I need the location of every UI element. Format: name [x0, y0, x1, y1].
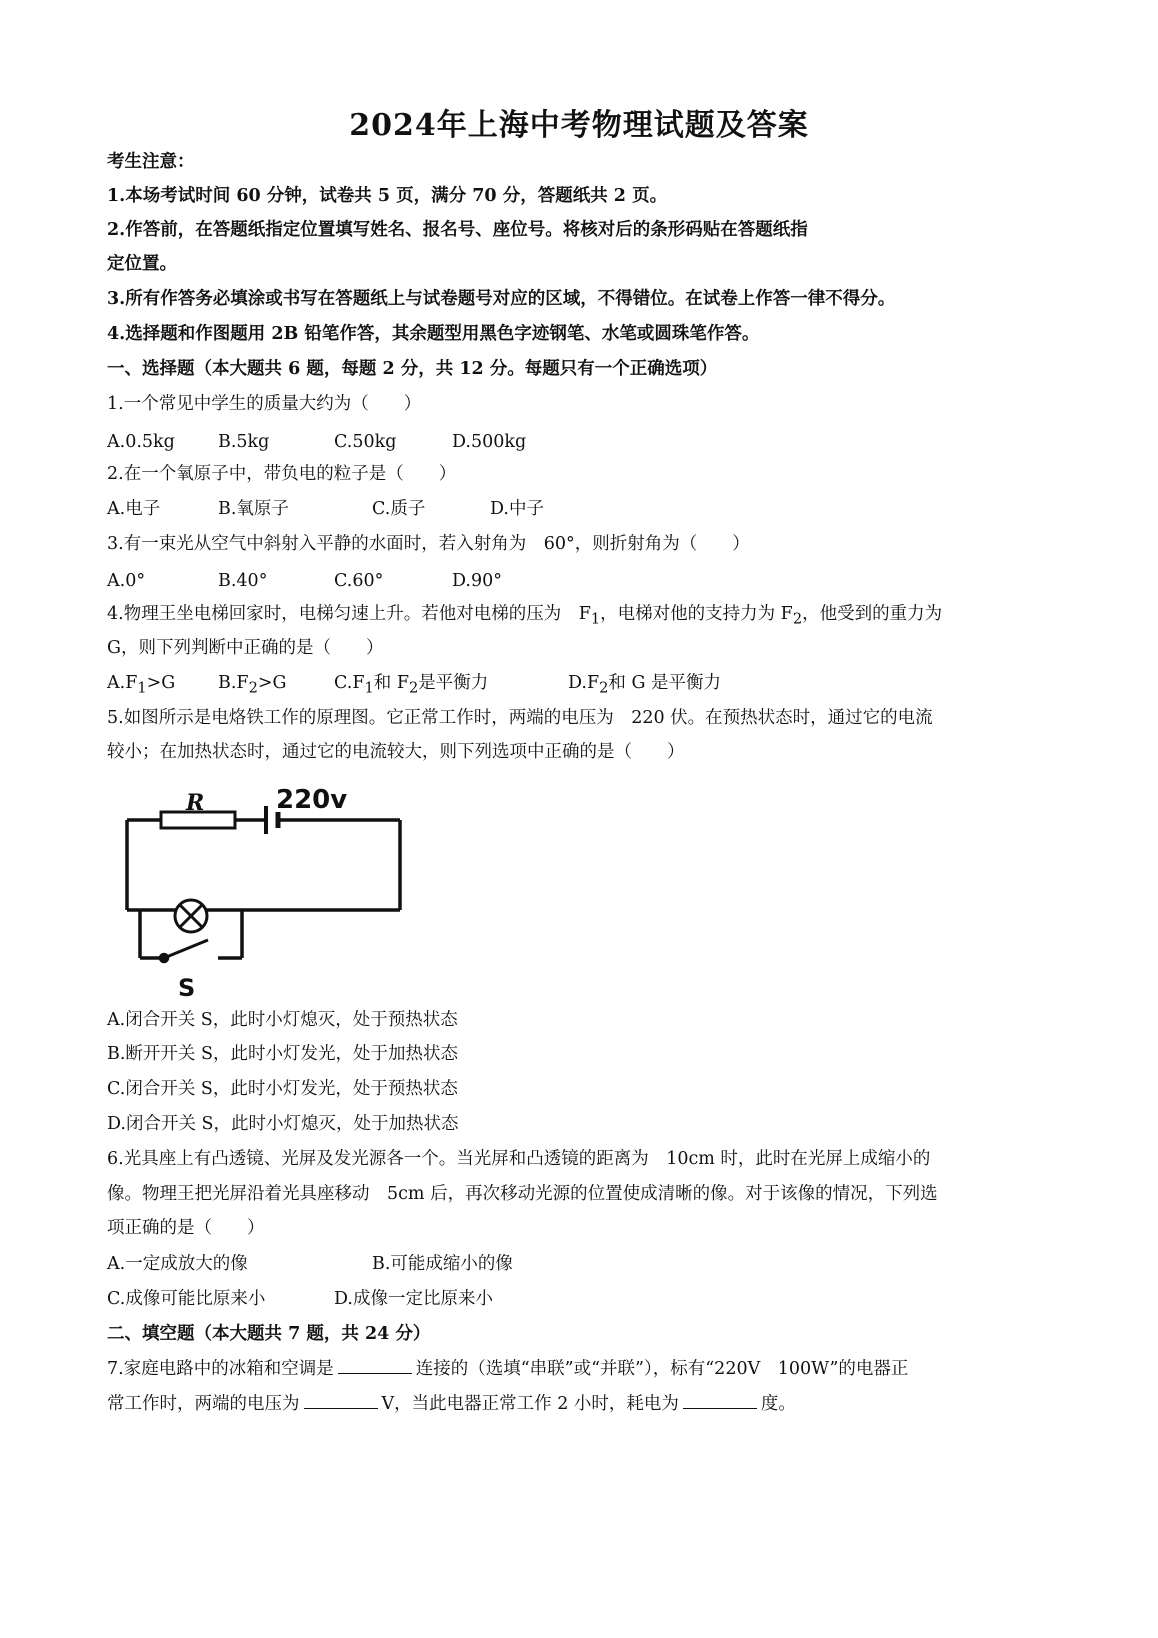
question-6-stem-line-2: 像。物理王把光屏沿着光具座移动 5cm 后，再次移动光源的位置使成清晰的像。对于该像的情况，下列选: [107, 1184, 938, 1204]
q1-option-c: C.50kg: [334, 432, 397, 452]
q7-blank-2[interactable]: [304, 1392, 378, 1409]
voltage-label: 220v: [276, 785, 348, 815]
q4-option-a-text: A.F: [107, 673, 138, 693]
q4-option-d-rest: 和 G 是平衡力: [608, 673, 722, 693]
switch-label: S: [178, 974, 196, 1002]
q4-stem-part-2: ，电梯对他的支持力为 F: [600, 604, 793, 624]
q4-option-c-mid: 和 F: [373, 673, 409, 693]
notice-item-2: 2.作答前，在答题纸指定位置填写姓名、报名号、座位号。将核对后的条形码贴在答题纸指: [107, 220, 808, 240]
q7-text-2: 连接的（选填“串联”或“并联”），标有“220V 100W”的电器正: [415, 1359, 909, 1379]
question-2-stem: 2.在一个氧原子中，带负电的粒子是（ ）: [107, 464, 457, 484]
q2-option-c: C.质子: [372, 499, 426, 519]
q4-option-a-rest: >G: [146, 673, 176, 693]
q6-option-a: A.一定成放大的像: [107, 1254, 248, 1274]
q3-option-c: C.60°: [334, 571, 384, 591]
q4-subscript-2: 2: [792, 610, 803, 628]
q4-stem-part-3: ，他受到的重力为: [802, 604, 943, 624]
q7-blank-3[interactable]: [683, 1392, 757, 1409]
q7-blank-1[interactable]: [338, 1357, 412, 1374]
q4-option-c-sub-1: 1: [364, 679, 374, 697]
question-5-stem-line-1: 5.如图所示是电烙铁工作的原理图。它正常工作时，两端的电压为 220 伏。在预热状态时，通过它的电流: [107, 708, 933, 728]
notice-item-3: 3.所有作答务必填涂或书写在答题纸上与试卷题号对应的区域，不得错位。在试卷上作答一律不得分。: [107, 289, 896, 309]
resistor-label: R: [186, 790, 205, 816]
q5-option-a: A.闭合开关 S，此时小灯熄灭，处于预热状态: [107, 1010, 458, 1030]
switch-blade: [164, 940, 208, 958]
q4-option-d-sub: 2: [599, 679, 609, 697]
q1-option-b: B.5kg: [218, 432, 270, 452]
switch-pivot: [161, 955, 168, 962]
q4-option-b-rest: >G: [257, 673, 287, 693]
q5-option-c: C.闭合开关 S，此时小灯发光，处于预热状态: [107, 1079, 458, 1099]
question-4-stem-line-2: G，则下列判断中正确的是（ ）: [107, 638, 384, 658]
q4-option-d: [568, 671, 721, 701]
q5-option-b: B.断开开关 S，此时小灯发光，处于加热状态: [107, 1044, 458, 1064]
q4-option-c-sub-2: 2: [408, 679, 419, 697]
question-7-line-1: [107, 1357, 908, 1381]
q4-option-c-rest: 是平衡力: [418, 673, 489, 693]
q3-option-a: A.0°: [107, 571, 146, 591]
question-1-stem: 1.一个常见中学生的质量大约为（ ）: [107, 394, 422, 414]
notice-item-1: 1.本场考试时间 60 分钟，试卷共 5 页，满分 70 分，答题纸共 2 页。: [107, 186, 668, 206]
q3-option-b: B.40°: [218, 571, 268, 591]
q4-subscript-1: 1: [590, 610, 601, 628]
section-1-heading: 一、选择题（本大题共 6 题，每题 2 分，共 12 分。每题只有一个正确选项）: [107, 359, 718, 379]
q2-option-d: D.中子: [490, 499, 544, 519]
question-6-stem-line-1: 6.光具座上有凸透镜、光屏及发光源各一个。当光屏和凸透镜的距离为 10cm 时，此时在光屏上成缩小的: [107, 1149, 931, 1169]
question-6-stem-line-3: 项正确的是（ ）: [107, 1218, 265, 1238]
q4-option-b-sub: 2: [248, 679, 258, 697]
q1-option-a: A.0.5kg: [107, 432, 175, 452]
q4-option-c: [334, 671, 488, 701]
q6-option-b: B.可能成缩小的像: [372, 1254, 513, 1274]
notice-item-2-cont: 定位置。: [107, 254, 177, 274]
q4-option-a-sub: 1: [137, 679, 147, 697]
question-3-stem: 3.有一束光从空气中斜射入平静的水面时，若入射角为 60°，则折射角为（ ）: [107, 534, 750, 554]
q5-option-d: D.闭合开关 S，此时小灯熄灭，处于加热状态: [107, 1114, 459, 1134]
q4-option-b-text: B.F: [218, 673, 249, 693]
section-2-heading: 二、填空题（本大题共 7 题，共 24 分）: [107, 1324, 431, 1344]
q3-option-d: D.90°: [452, 571, 502, 591]
q4-option-c-text: C.F: [334, 673, 365, 693]
q4-option-d-text: D.F: [568, 673, 600, 693]
q6-option-c: C.成像可能比原来小: [107, 1289, 266, 1309]
q6-option-d: D.成像一定比原来小: [334, 1289, 493, 1309]
q4-option-a: [107, 671, 175, 701]
q4-stem-part-1: 4.物理王坐电梯回家时，电梯匀速上升。若他对电梯的压为 F: [107, 604, 591, 624]
q7-text-4: V，当此电器正常工作 2 小时，耗电为: [381, 1394, 679, 1414]
notice-item-4: 4.选择题和作图题用 2B 铅笔作答，其余题型用黑色字迹钢笔、水笔或圆珠笔作答。: [107, 324, 760, 344]
q7-text-3: 常工作时，两端的电压为: [107, 1394, 300, 1414]
q1-option-d: D.500kg: [452, 432, 527, 452]
circuit-diagram: [120, 785, 420, 1002]
q2-option-a: A.电子: [107, 499, 161, 519]
question-4-stem-line-1: [107, 602, 942, 632]
q7-text-5: 度。: [760, 1394, 796, 1414]
question-5-stem-line-2: 较小；在加热状态时，通过它的电流较大，则下列选项中正确的是（ ）: [107, 742, 685, 762]
page-title: 2024年上海中考物理试题及答案: [349, 108, 809, 143]
q2-option-b: B.氧原子: [218, 499, 289, 519]
notice-heading: 考生注意：: [107, 152, 195, 172]
question-7-line-2: [107, 1392, 796, 1416]
q4-option-b: [218, 671, 287, 701]
q7-text-1: 7.家庭电路中的冰箱和空调是: [107, 1359, 334, 1379]
